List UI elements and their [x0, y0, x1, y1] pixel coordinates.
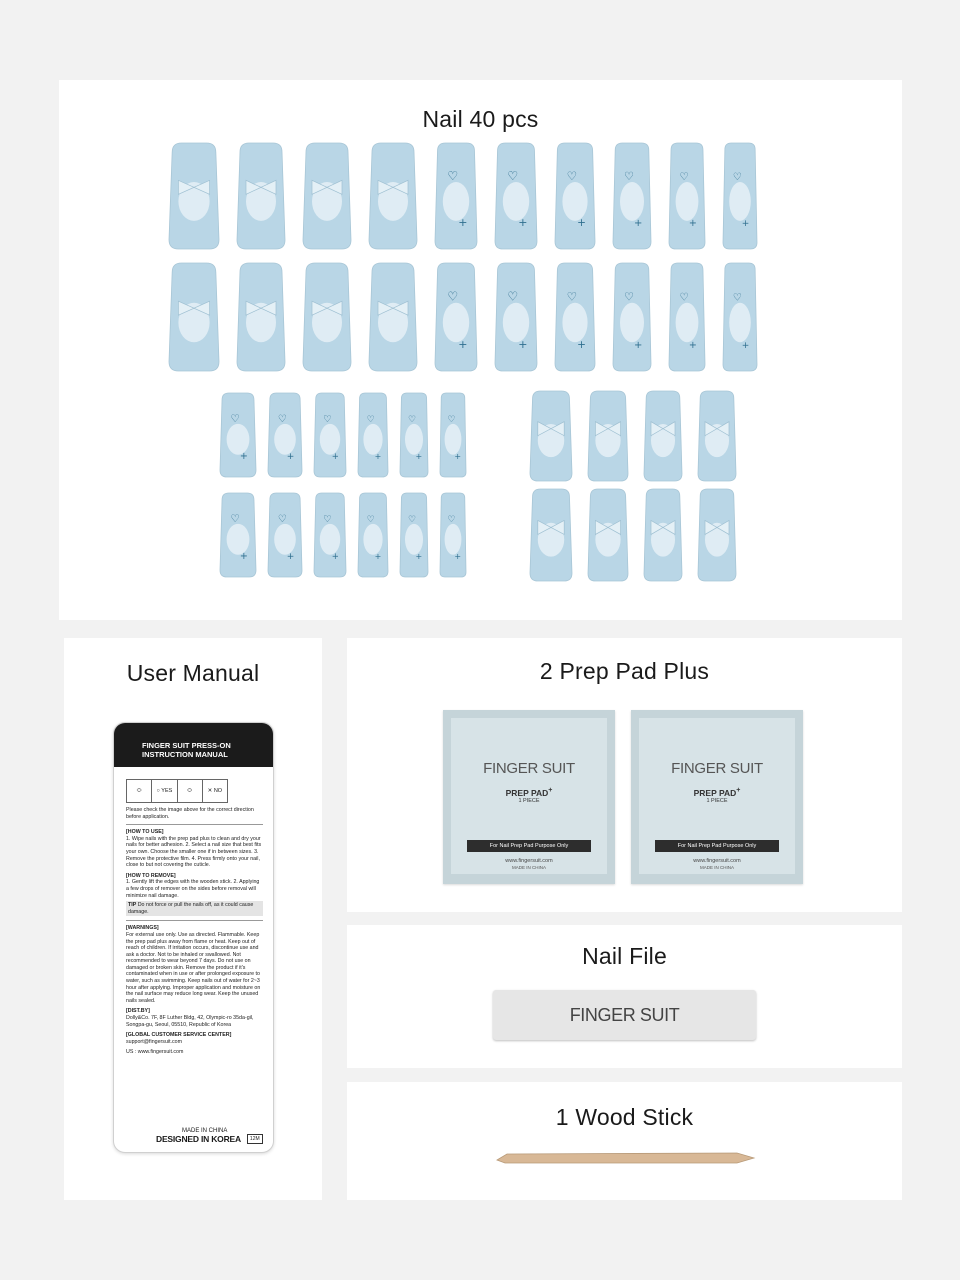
press-on-nail [219, 492, 257, 578]
prep-pad-face [639, 718, 795, 874]
press-on-nail [267, 392, 303, 478]
press-on-nail [494, 262, 538, 372]
prep-pad-brand: FINGER SUIT [671, 760, 763, 777]
global-cs-email: support@fingersuit.com [126, 1038, 183, 1045]
svg-text:♡: ♡ [408, 515, 417, 526]
nail-shape-icon: ⬭ [178, 780, 203, 802]
svg-text:+: + [239, 551, 248, 563]
svg-text:+: + [518, 337, 528, 351]
press-on-nail [668, 262, 706, 372]
svg-text:+: + [458, 216, 468, 230]
svg-text:+: + [634, 218, 643, 230]
nails-title: Nail 40 pcs [422, 106, 539, 132]
svg-text:+: + [577, 217, 586, 230]
svg-text:+: + [741, 219, 750, 230]
svg-text:+: + [741, 340, 750, 351]
prep-pad-piece: 1 PIECE [706, 798, 728, 804]
warnings-title: [WARNINGS] [126, 925, 159, 932]
svg-text:♡: ♡ [277, 514, 287, 526]
svg-text:♡: ♡ [624, 290, 635, 304]
manual-panel [64, 638, 322, 1200]
how-to-use-text: 1. Wipe nails with the prep pad plus to clean and dry your nails for better adhesion. 2. Select a nail size that best fits your own. Choose the smaller one if in between sizes. 3. Remove the protective film. 4. Press firmly onto your nail, close to but not covering the cuticle. [126, 835, 262, 869]
press-on-nail [313, 392, 347, 478]
prep-pad-strip: For Nail Prep Pad Purpose Only [655, 840, 779, 852]
press-on-nail [587, 390, 629, 482]
svg-text:♡: ♡ [732, 292, 742, 304]
prep-pad-url: www.fingersuit.com [693, 858, 741, 864]
distby-text: Dolly&Co. 7F, 8F Luther Bldg, 42, Olympic-ro 35da-gil, Songpa-gu, Seoul, 05510, Republic of Korea [126, 1015, 254, 1028]
press-on-nail [313, 492, 347, 578]
svg-text:+: + [454, 452, 462, 462]
wood-stick [347, 1082, 902, 1200]
svg-text:♡: ♡ [507, 289, 519, 304]
manual-card-title-2: INSTRUCTION MANUAL [142, 750, 228, 759]
how-to-remove-text: 1. Gently lift the edges with the wooden stick. 2. Applying a few drops of remover on the sides before removal will minimize nail damage. [126, 879, 260, 899]
us-website: US : www.fingersuit.com [126, 1049, 184, 1056]
prep-pad-brand: FINGER SUIT [483, 760, 575, 777]
svg-text:♡: ♡ [230, 412, 240, 426]
press-on-nail [357, 492, 389, 578]
svg-text:+: + [415, 452, 423, 462]
svg-text:♡: ♡ [566, 168, 578, 183]
nail-file-panel [347, 925, 902, 1068]
svg-text:+: + [454, 552, 462, 562]
svg-text:♡: ♡ [679, 290, 689, 304]
press-on-nail [399, 492, 429, 578]
svg-text:♡: ♡ [447, 168, 459, 183]
svg-text:♡: ♡ [323, 514, 332, 526]
svg-text:♡: ♡ [507, 168, 519, 183]
nails-panel [59, 80, 902, 620]
svg-text:♡: ♡ [366, 415, 375, 426]
press-on-nail [357, 392, 389, 478]
manual-card-header [114, 723, 273, 767]
press-on-nail [554, 262, 596, 372]
yes-no-diagram [126, 779, 228, 803]
svg-text:+: + [239, 451, 248, 463]
press-on-nail [267, 492, 303, 578]
press-on-nail [368, 142, 418, 250]
svg-text:+: + [286, 552, 295, 563]
press-on-nail [612, 262, 652, 372]
svg-text:+: + [577, 338, 586, 351]
press-on-nail [697, 390, 737, 482]
global-cs-title: [GLOBAL CUSTOMER SERVICE CENTER] [126, 1032, 232, 1039]
svg-text:+: + [634, 339, 643, 351]
prep-pad-piece: 1 PIECE [518, 798, 540, 804]
press-on-nail [219, 392, 257, 478]
prep-pad-strip: For Nail Prep Pad Purpose Only [467, 840, 591, 852]
nail-file-title: Nail File [582, 943, 667, 969]
prep-pad-2 [631, 710, 803, 884]
press-on-nail [236, 262, 286, 372]
svg-text:+: + [688, 339, 697, 351]
svg-text:+: + [286, 452, 295, 463]
svg-text:+: + [331, 452, 339, 463]
prep-pad-panel [347, 638, 902, 912]
svg-text:+: + [518, 216, 528, 230]
how-to-remove-title: [HOW TO REMOVE] [126, 872, 176, 879]
how-to-use-title: [HOW TO USE] [126, 829, 164, 836]
press-on-nail [399, 392, 429, 478]
prep-pad-url: www.fingersuit.com [505, 858, 553, 864]
press-on-nail [168, 142, 220, 250]
svg-text:+: + [331, 552, 339, 563]
press-on-nail [168, 262, 220, 372]
made-in-label: MADE IN CHINA [182, 1128, 228, 1134]
svg-text:♡: ♡ [679, 169, 689, 183]
svg-text:+: + [458, 337, 468, 351]
press-on-nail [643, 488, 683, 582]
prep-pad-made: MADE IN CHINA [699, 865, 734, 870]
svg-text:+: + [374, 452, 382, 462]
check-note: Please check the image above for the correct direction before application. [126, 807, 254, 820]
press-on-nail [439, 392, 467, 478]
press-on-nail [494, 142, 538, 250]
distby-title: [DIST.BY] [126, 1008, 150, 1015]
pao-jar-icon: 12M [247, 1134, 263, 1144]
prep-pad-1 [443, 710, 615, 884]
manual-card-body [114, 767, 273, 1056]
prep-pad-made: MADE IN CHINA [511, 865, 546, 870]
svg-text:♡: ♡ [323, 414, 332, 426]
warnings-text: For external use only. Use as directed. Flammable. Keep the prep pad plus away from flame or heat. Keep out of reach of children. If irritation occurs, discontinue use and ask a doctor. Not to be inhaled or swallowed. Not recommended to wear beyond 7 days. Do not use on damaged or broken skin. Remove the product if it's contaminated when in use or after prolonged exposure to water, such as swimming. Keep nails out of water for 2~3 hour after applying. Improper application and moisture on the nail surface may reduce long wear. Keep the unused nails sealed. [126, 931, 261, 1004]
wood-stick-title: 1 Wood Stick [555, 1104, 694, 1130]
wood-stick-panel [347, 1082, 902, 1200]
svg-text:♡: ♡ [230, 512, 240, 526]
svg-text:♡: ♡ [566, 289, 578, 304]
prep-pad-title: 2 Prep Pad Plus [539, 658, 710, 684]
nail-file: FINGER SUIT [493, 990, 756, 1040]
svg-text:♡: ♡ [447, 289, 459, 304]
manual-card-title-1: FINGER SUIT PRESS-ON [142, 741, 231, 750]
svg-text:♡: ♡ [447, 415, 456, 426]
svg-text:+: + [374, 552, 382, 562]
press-on-nail [529, 390, 573, 482]
press-on-nail [368, 262, 418, 372]
designed-in-label: DESIGNED IN KOREA [156, 1134, 241, 1144]
svg-text:♡: ♡ [408, 415, 417, 426]
press-on-nail [439, 492, 467, 578]
svg-text:+: + [415, 552, 423, 562]
press-on-nail [302, 142, 352, 250]
prep-pad-face [451, 718, 607, 874]
press-on-nail [697, 488, 737, 582]
instruction-manual-card [113, 722, 274, 1153]
svg-text:♡: ♡ [366, 515, 375, 526]
svg-text:♡: ♡ [732, 171, 742, 183]
press-on-nail [236, 142, 286, 250]
prep-pad-name: PREP PAD+ [693, 786, 741, 798]
press-on-nail [434, 262, 478, 372]
no-indicator: ✕ NO [207, 787, 223, 794]
press-on-nail [434, 142, 478, 250]
manual-title: User Manual [126, 660, 260, 686]
press-on-nail [554, 142, 596, 250]
nail-shape-icon: ⬭ [127, 780, 152, 802]
manual-card-footer [126, 1128, 263, 1144]
press-on-nail [722, 262, 758, 372]
svg-text:♡: ♡ [447, 515, 456, 526]
press-on-nail [643, 390, 683, 482]
press-on-nail [722, 142, 758, 250]
svg-text:♡: ♡ [277, 414, 287, 426]
press-on-nail [529, 488, 573, 582]
press-on-nail [587, 488, 629, 582]
svg-text:♡: ♡ [624, 169, 635, 183]
tip-box: TIP Do not force or pull the nails off, as it could cause damage. [126, 901, 263, 916]
yes-indicator: ○ YES [152, 780, 177, 802]
press-on-nail [612, 142, 652, 250]
prep-pad-name: PREP PAD+ [505, 786, 553, 798]
press-on-nail [668, 142, 706, 250]
svg-text:+: + [688, 218, 697, 230]
press-on-nail [302, 262, 352, 372]
